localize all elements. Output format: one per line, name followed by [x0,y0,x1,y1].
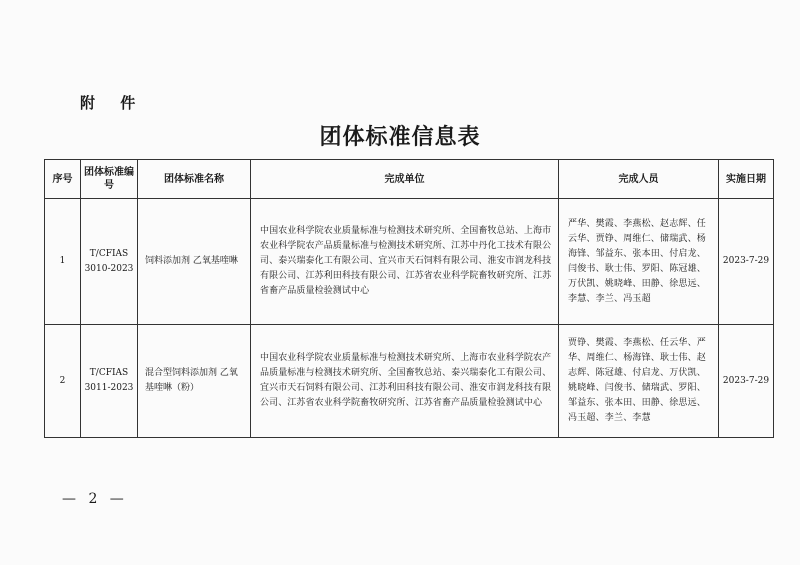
table-header-row [45,160,774,199]
page-title: 团体标准信息表 [319,124,481,150]
header-code: 团体标准编号 [81,160,138,199]
header-no: 序号 [45,160,81,199]
attachment-label: 附 件 [80,94,146,112]
standards-info-table [44,159,774,438]
header-people: 完成人员 [559,160,719,199]
row-unit: 中国农业科学院农业质量标准与检测技术研究所、全国畜牧总站、上海市农业科学院农产品质量标准与检测技术研究所、江苏中丹化工技术有限公司、泰兴瑞泰化工有限公司、宜兴市天石饲料有限公司、淮安市润龙科技有限公司、江苏利田科技有限公司、江苏省农业科学院畜牧研究所、江苏省畜产品质量检验测试中心 [251,199,559,325]
row-people: 贾铮、樊霞、李燕松、任云华、严华、周维仁、杨海锋、耿士伟、赵志辉、陈冠雄、付启龙、万伏凯、姚晓峰、闫俊书、储瑞武、罗阳、邹益东、张本田、田静、徐思远、冯玉超、李兰、李慧 [559,325,719,438]
page-number: — 2 — [62,491,128,507]
row-people: 严华、樊霞、李燕松、赵志辉、任云华、贾铮、周维仁、储瑞武、杨海锋、邹益东、张本田、付启龙、闫俊书、耿士伟、罗阳、陈冠雄、万伏凯、姚晓峰、田静、徐思远、李慧、李兰、冯玉超 [559,199,719,325]
row-date: 2023-7-29 [719,199,774,325]
row-code: T/CFIAS 3010-2023 [81,199,138,325]
header-name: 团体标准名称 [138,160,251,199]
header-unit: 完成单位 [251,160,559,199]
row-code: T/CFIAS 3011-2023 [81,325,138,438]
row-no: 1 [45,199,81,325]
row-date: 2023-7-29 [719,325,774,438]
table-row [45,199,774,325]
header-date: 实施日期 [719,160,774,199]
row-unit: 中国农业科学院农业质量标准与检测技术研究所、上海市农业科学院农产品质量标准与检测技术研究所、全国畜牧总站、泰兴瑞泰化工有限公司、宜兴市天石饲料有限公司、江苏利田科技有限公司、淮安市润龙科技有限公司、江苏省农业科学院畜牧研究所、江苏省畜产品质量检验测试中心 [251,325,559,438]
table-row [45,325,774,438]
row-no: 2 [45,325,81,438]
row-name: 饲料添加剂 乙氧基喹啉 [138,199,251,325]
row-name: 混合型饲料添加剂 乙氧基喹啉（粉） [138,325,251,438]
